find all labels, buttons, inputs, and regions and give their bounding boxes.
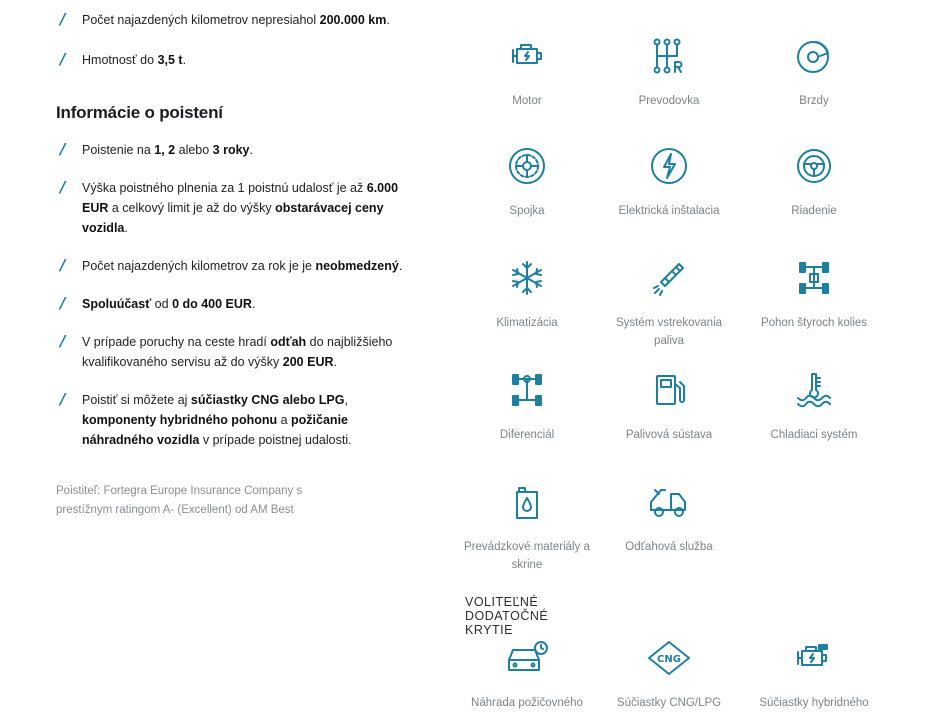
- slash-bullet-icon: /: [60, 390, 66, 408]
- cng-icon: [645, 638, 693, 678]
- svg-text:CNG: CNG: [657, 654, 681, 665]
- brake-disc-icon: [794, 36, 834, 76]
- list-item: / Spoluúčasť od 0 do 400 EUR.: [60, 294, 256, 312]
- slash-bullet-icon: /: [60, 332, 66, 350]
- differential-icon: [507, 370, 547, 410]
- coverage-item-cooling: Chladiaci systém: [749, 370, 879, 444]
- list-item: / Poistiť si môžete aj súčiastky CNG alebo LPG, komponenty hybridného pohonu a požičanie náhradného vozidla v prípade poistnej udalosti.: [60, 390, 352, 447]
- coverage-item-gearbox: Prevodovka: [604, 36, 734, 110]
- slash-bullet-icon: /: [60, 294, 66, 312]
- coverage-item-steering: Riadenie: [749, 146, 879, 220]
- list-item: / Poistenie na 1, 2 alebo 3 roky.: [60, 140, 253, 158]
- slash-bullet-icon: /: [60, 178, 66, 196]
- slash-bullet-icon: /: [60, 10, 66, 28]
- fuel-injector-icon: [649, 258, 689, 298]
- list-item: / Počet najazdených kilometrov za rok je je neobmedzený.: [60, 256, 403, 274]
- optional-item-hybrid: Súčiastky hybridného: [749, 638, 879, 712]
- slash-bullet-icon: /: [60, 140, 66, 158]
- snowflake-icon: [507, 258, 547, 298]
- coverage-item-fuel-system: Palivová sústava: [604, 370, 734, 444]
- oil-canister-icon: [507, 482, 547, 522]
- insurer-note: Poistiteľ: Fortegra Europe Insurance Company s prestížnym ratingom A- (Excellent) od AM Best: [56, 485, 303, 516]
- coverage-item-electrical: Elektrická inštalacia: [604, 146, 734, 220]
- coverage-item-4wd: Pohon štyroch kolies: [749, 258, 879, 332]
- engine-icon: [507, 36, 547, 76]
- hybrid-engine-icon: [792, 638, 836, 678]
- coverage-item-fuel-injection: Systém vstrekovania paliva: [604, 258, 734, 350]
- list-item: / Počet najazdených kilometrov nepresiahol 200.000 km.: [60, 10, 390, 28]
- four-wheel-drive-icon: [794, 258, 834, 298]
- coverage-item-differential: Diferenciál: [462, 370, 592, 444]
- coolant-icon: [794, 370, 834, 410]
- section-heading: Informácie o poistení: [56, 103, 223, 122]
- fuel-pump-icon: [649, 370, 689, 410]
- steering-wheel-icon: [794, 146, 834, 186]
- replacement-car-icon: [505, 638, 549, 678]
- optional-item-cng-lpg: CNG Súčiastky CNG/LPG: [604, 638, 734, 712]
- optional-item-replacement-car: Náhrada požičovného: [462, 638, 592, 712]
- tow-truck-icon: [647, 482, 691, 522]
- coverage-item-brakes: Brzdy: [749, 36, 879, 110]
- gearbox-icon: [649, 36, 689, 76]
- slash-bullet-icon: /: [60, 50, 66, 68]
- list-item: / Hmotnosť do 3,5 t.: [60, 50, 187, 68]
- coverage-item-operating-fluids: Prevádzkové materiály a skrine: [462, 482, 592, 574]
- lightning-icon: [649, 146, 689, 186]
- optional-coverage-title: VOLITEĽNÉ DODATOČNÉ KRYTIE: [465, 595, 549, 637]
- coverage-item-air-conditioning: Klimatizácia: [462, 258, 592, 332]
- coverage-item-motor: Motor: [462, 36, 592, 110]
- slash-bullet-icon: /: [60, 256, 66, 274]
- list-item: / V prípade poruchy na ceste hradí odťah do najbližšieho kvalifikovaného servisu až do výšky 200 EUR.: [60, 332, 393, 369]
- list-item: / Výška poistného plnenia za 1 poistnú udalosť je až 6.000 EUR a celkový limit je až do výšky obstarávacej ceny vozidla.: [60, 178, 399, 235]
- clutch-icon: [507, 146, 547, 186]
- coverage-item-clutch: Spojka: [462, 146, 592, 220]
- coverage-item-towing: Odťahová služba: [604, 482, 734, 556]
